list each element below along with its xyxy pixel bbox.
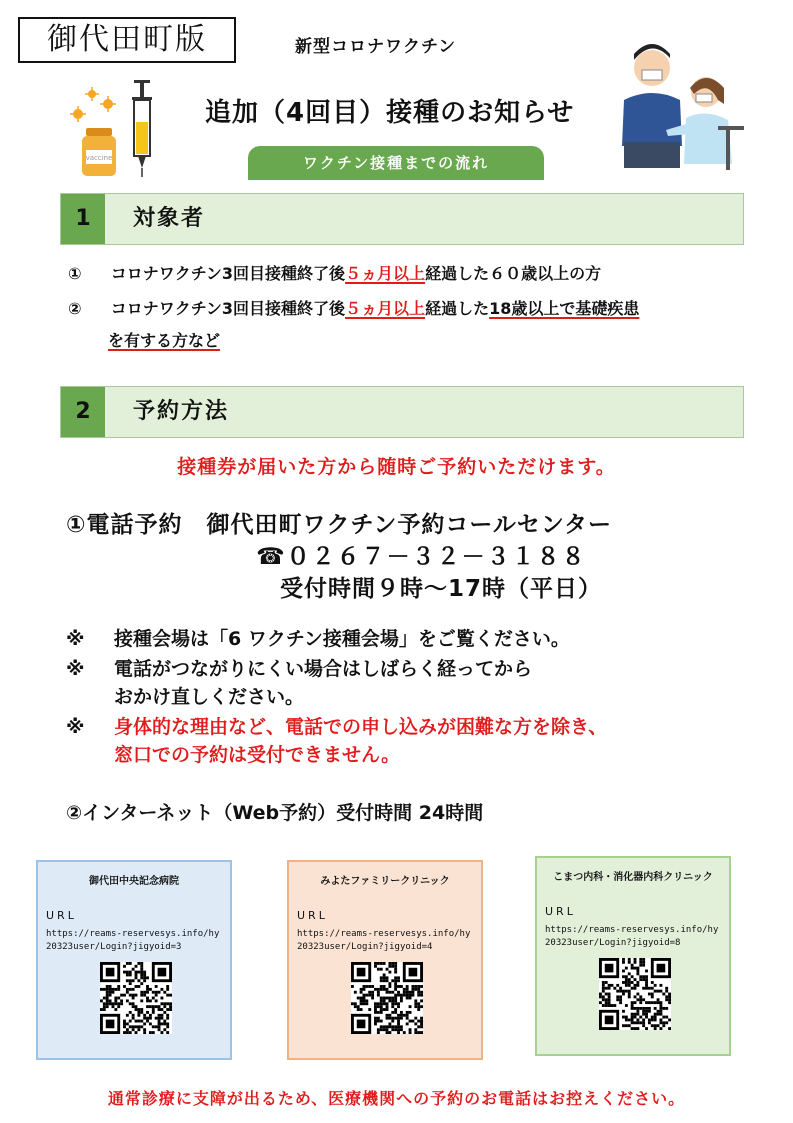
note-mark: ※: [66, 658, 85, 680]
section-number: 2: [61, 387, 105, 437]
item-underlined: を有する方など: [108, 331, 221, 350]
internet-reservation-heading: ②インターネット（Web予約）受付時間 24時間: [66, 802, 484, 824]
item-emphasis: ５ヵ月以上: [345, 299, 426, 318]
section-number: 1: [61, 194, 105, 244]
reservation-notice: 接種券が届いた方から随時ご予約いただけます。: [177, 456, 616, 478]
subtitle: 新型コロナワクチン: [295, 37, 457, 57]
clinic-url[interactable]: https://reams-reservesys.info/hy20323user/Login?jigyoid=3: [46, 929, 220, 952]
flow-label: ワクチン接種までの流れ: [248, 146, 544, 180]
clinic-url[interactable]: https://reams-reservesys.info/hy20323user/Login?jigyoid=4: [297, 929, 471, 952]
phone-hours: 受付時間９時～17時（平日）: [280, 576, 603, 602]
note-text: おかけ直しください。: [114, 686, 305, 708]
note-busy-continued: [114, 682, 304, 712]
vial-label: vaccine: [85, 154, 113, 162]
clinic-card-miyota-family[interactable]: [287, 860, 483, 1060]
note-mark: ※: [66, 716, 85, 738]
vaccine-illustration: [64, 78, 164, 178]
note-text: 電話がつながりにくい場合はしばらく経ってから: [114, 658, 533, 680]
phone-reservation-heading: ①電話予約 御代田町ワクチン予約コールセンター: [66, 512, 612, 538]
note-busy: [66, 654, 532, 684]
footer-warning: 通常診療に支障が出るため、医療機関への予約のお電話はお控えください。: [107, 1089, 686, 1108]
target-item-2-continued: [108, 326, 220, 356]
note-counter: [66, 712, 607, 742]
virus-icon: [70, 87, 116, 122]
item-text: コロナワクチン3回目接種終了後: [110, 264, 346, 283]
item-text: 経過した: [425, 299, 490, 318]
clinic-name: こまつ内科・消化器内科クリニック: [553, 872, 713, 883]
clinic-card-komatsu[interactable]: [535, 856, 731, 1056]
item-mark: ②: [68, 299, 82, 318]
clinic-url[interactable]: https://reams-reservesys.info/hy20323user/Login?jigyoid=8: [545, 925, 719, 948]
note-text: 接種会場は「6 ワクチン接種会場」をご覧ください。: [114, 628, 570, 650]
section-header-reservation: [60, 386, 744, 438]
item-text: コロナワクチン3回目接種終了後: [110, 299, 346, 318]
item-emphasis: ５ヵ月以上: [345, 264, 426, 283]
qr-code-icon[interactable]: [599, 958, 671, 1030]
note-text: 窓口での予約は受付できません。: [114, 744, 401, 766]
target-item-2: [68, 294, 639, 324]
vial-icon: [82, 128, 116, 176]
item-mark: ①: [68, 264, 82, 283]
url-label: URL: [545, 905, 576, 918]
patient-figure: [622, 44, 682, 168]
section-title: 予約方法: [133, 399, 230, 424]
page-title: 追加（4回目）接種のお知らせ: [205, 98, 575, 128]
item-text: 経過した６０歳以上の方: [425, 264, 602, 283]
url-label: URL: [46, 909, 77, 922]
qr-code-icon[interactable]: [100, 962, 172, 1034]
item-underlined: 18歳以上で基礎疾患: [489, 299, 640, 318]
note-counter-continued: [114, 740, 400, 770]
vaccination-illustration: [600, 34, 748, 176]
url-label: URL: [297, 909, 328, 922]
qr-code-icon[interactable]: [351, 962, 423, 1034]
target-item-1: [68, 259, 601, 289]
clinic-name: みよたファミリークリニック: [320, 876, 450, 887]
section-title: 対象者: [133, 206, 206, 231]
phone-number: ☎０２６７－３２－３１８８: [256, 544, 587, 570]
note-mark: ※: [66, 628, 85, 650]
clinic-card-miyota-central[interactable]: [36, 860, 232, 1060]
note-venue: [66, 624, 570, 654]
clinic-name: 御代田中央記念病院: [89, 876, 179, 887]
section-header-target: [60, 193, 744, 245]
note-text: 身体的な理由など、電話での申し込みが困難な方を除き、: [114, 716, 608, 738]
edition-label: 御代田町版: [18, 17, 236, 63]
syringe-icon: [132, 80, 152, 177]
